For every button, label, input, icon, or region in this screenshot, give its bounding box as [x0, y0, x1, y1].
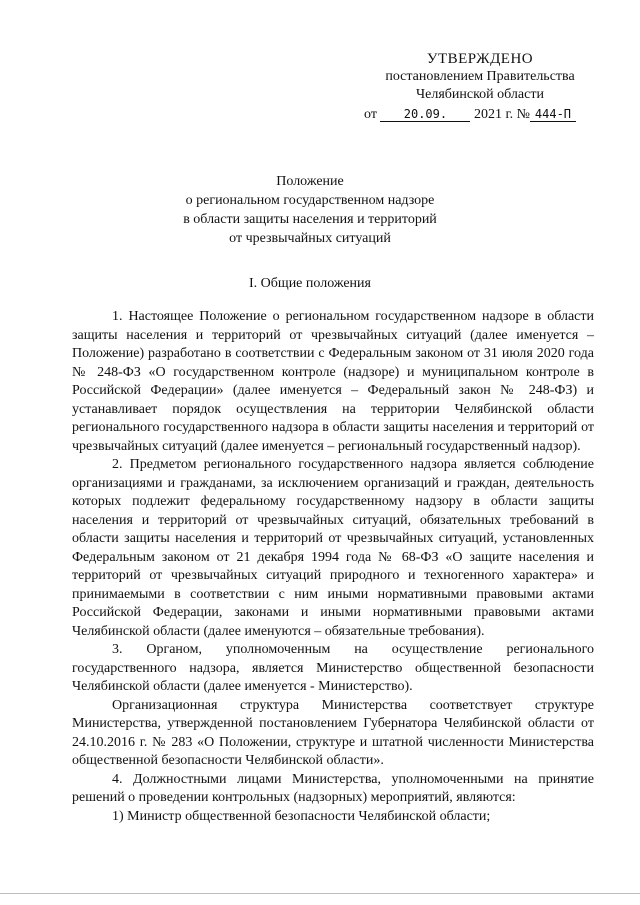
approval-line-2: Челябинской области — [416, 87, 544, 102]
page-bottom-rule — [0, 893, 640, 894]
paragraph-5: 4. Должностными лицами Министерства, уполномоченными на принятие решений о проведении контрольных (надзорных) мероприятий, являются: — [72, 771, 594, 805]
paragraph-6: 1) Министр общественной безопасности Челябинской области; — [112, 808, 491, 824]
approval-title: УТВЕРЖДЕНО — [426, 51, 534, 67]
number-field: 444-П — [530, 107, 576, 122]
paragraph-3: 3. Органом, уполномоченным на осуществление регионального государственного надзора, является Министерство общественной безопасности Челябинской области (далее именуется - Министерство). — [72, 642, 594, 694]
date-field: 20.09. — [380, 107, 470, 122]
approval-date-line — [350, 106, 610, 124]
heading-line-4: от чрезвычайных ситуаций — [229, 231, 391, 246]
approval-block — [350, 50, 610, 124]
paragraph-4: Организационная структура Министерства соответствует структуре Министерства, утвержденной постановлением Губернатора Челябинской области от 24.10.2016 г. № 283 «О Положении, структуре и штатной численности Министерства общественной безопасности Челябинской области». — [72, 697, 594, 768]
heading-line-2: о региональном государственном надзоре — [185, 193, 435, 208]
body-text — [72, 308, 594, 826]
paragraph-2: 2. Предметом регионального государственного надзора является соблюдение организациями и гражданами, за исключением организаций и граждан, деятельность которых подлежит федеральному государственному надзору в области защиты населения и территорий от чрезвычайных ситуаций, обязательных требований в области защиты населения и территорий от чрезвычайных ситуаций, установленных Федеральным законом от 21 декабря 1994 года № 68-ФЗ «О защите населения и территорий от чрезвычайных ситуаций природного и техногенного характера» и принимаемыми в соответствии с ним иными нормативными правовыми актами Российской Федерации, законами и иными нормативными правовыми актами Челябинской области (далее именуются – обязательные требования). — [72, 457, 594, 639]
paragraph-1: 1. Настоящее Положение о региональном государственном надзоре в области защиты населения и территорий от чрезвычайных ситуаций (далее именуется – Положение) разработано в соответствии с Федеральным законом от 31 июля 2020 года № 248-ФЗ «О государственном контроле (надзоре) и муниципальном контроле в Российской Федерации» (далее именуется – Федеральный закон № 248-ФЗ) и устанавливает порядок осуществления на территории Челябинской области регионального государственного надзора в области защиты населения и территорий от чрезвычайных ситуаций (далее именуется – региональный государственный надзор). — [72, 309, 594, 454]
document-heading — [80, 172, 540, 248]
heading-line-1: Положение — [276, 174, 344, 189]
heading-line-3: в области защиты населения и территорий — [183, 212, 437, 227]
date-prefix: от — [364, 107, 377, 122]
approval-line-1: постановлением Правительства — [385, 69, 575, 84]
section-title: I. Общие положения — [249, 276, 371, 291]
year-text: 2021 г. № — [473, 107, 530, 122]
